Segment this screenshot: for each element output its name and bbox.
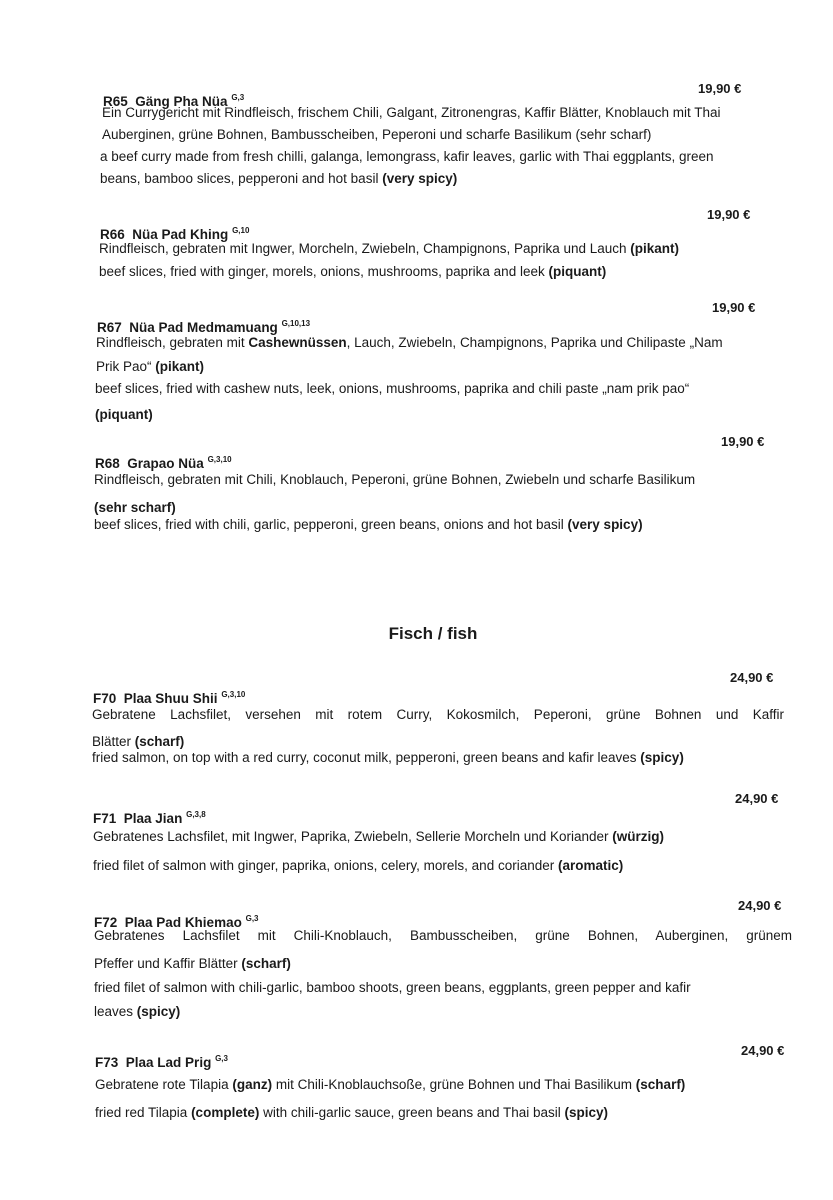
description-text: mit Chili-Knoblauchsoße, grüne Bohnen und Thai Basilikum: [272, 1077, 636, 1092]
description-text: beans, bamboo slices, pepperoni and hot basil: [100, 171, 383, 186]
item-title: [93, 810, 206, 826]
description-text: Gebratenes Lachsfilet, mit Ingwer, Paprika, Zwiebeln, Sellerie Morcheln und Koriander: [93, 829, 613, 844]
description-en: [100, 170, 457, 188]
description-text: beef slices, fried with ginger, morels, onions, mushrooms, paprika and leek: [99, 264, 549, 279]
description-text: Gebratene rote Tilapia: [95, 1077, 233, 1092]
spice-level: (spicy): [564, 1105, 609, 1120]
item-title: [95, 1054, 228, 1070]
description-de: [96, 334, 723, 352]
section-title-fish: Fisch / fish: [388, 624, 478, 643]
spice-level: (scharf): [134, 734, 185, 749]
description-de: Rindfleisch, gebraten mit Chili, Knoblauch, Peperoni, grüne Bohnen, Zwiebeln und scharfe Basilikum: [94, 472, 696, 487]
item-price: 24,90 €: [741, 1043, 785, 1058]
description-text: Blätter: [92, 734, 135, 749]
item-code: F71: [93, 811, 117, 826]
item-price: 24,90 €: [735, 791, 779, 806]
item-price: 19,90 €: [721, 434, 765, 449]
description-de: [94, 955, 291, 973]
item-name: Grapao Nüa: [127, 456, 204, 471]
allergen-codes: G,10: [232, 226, 250, 235]
description-text: fried filet of salmon with ginger, paprika, onions, celery, morels, and coriander: [93, 858, 558, 873]
spice-level: (aromatic): [557, 858, 624, 873]
highlight-ingredient: (ganz): [232, 1077, 273, 1092]
item-title: [97, 319, 310, 335]
spice-level: (sehr scharf): [94, 500, 176, 515]
description-en: [94, 1003, 180, 1021]
description-de: Ein Currygericht mit Rindfleisch, frischem Chili, Galgant, Zitronengras, Kaffir Blätter, Knoblauch mit Thai: [102, 105, 721, 120]
item-code: F72: [94, 915, 118, 930]
item-title: [95, 455, 232, 471]
spice-level: (very spicy): [382, 171, 458, 186]
description-de: Auberginen, grüne Bohnen, Bambusscheiben, Peperoni und scharfe Basilikum (sehr scharf): [102, 127, 652, 142]
allergen-codes: G,3: [245, 914, 259, 923]
item-code: F73: [95, 1055, 119, 1070]
spice-level: (spicy): [136, 1004, 181, 1019]
description-de: Gebratene Lachsfilet, versehen mit rotem Curry, Kokosmilch, Peperoni, grüne Bohnen und Kaffir: [92, 707, 784, 722]
description-en: [94, 516, 643, 534]
description-text: , Lauch, Zwiebeln, Champignons, Paprika und Chilipaste „Nam: [346, 335, 723, 350]
allergen-codes: G,3,8: [186, 810, 206, 819]
item-code: R66: [100, 227, 125, 242]
item-name: Plaa Lad Prig: [125, 1055, 212, 1070]
allergen-codes: G,10,13: [281, 319, 311, 328]
spice-level: (pikant): [630, 241, 680, 256]
highlight-ingredient: Cashewnüssen: [248, 335, 347, 350]
item-name: Plaa Shuu Shii: [123, 691, 218, 706]
spice-level: (würzig): [612, 829, 665, 844]
description-en: a beef curry made from fresh chilli, galanga, lemongrass, kafir leaves, garlic with Thai eggplants, green: [100, 149, 714, 164]
item-price: 19,90 €: [707, 207, 751, 222]
description-de: [93, 828, 664, 846]
spice-level: (spicy): [640, 750, 684, 765]
item-price: 19,90 €: [712, 300, 756, 315]
description-text: Prik Pao“: [96, 359, 156, 374]
item-price: 19,90 €: [698, 81, 742, 96]
description-en: [99, 263, 606, 281]
spice-level: (scharf): [241, 956, 291, 971]
description-de: [96, 358, 204, 376]
description-text: Pfeffer und Kaffir Blätter: [94, 956, 242, 971]
item-name: Gäng Pha Nüa: [135, 94, 228, 109]
description-text: with chili-garlic sauce, green beans and Thai basil: [259, 1105, 565, 1120]
item-name: Nüa Pad Medmamuang: [129, 320, 278, 335]
item-name: Plaa Pad Khiemao: [124, 915, 242, 930]
item-code: R68: [95, 456, 120, 471]
spice-level: (pikant): [155, 359, 205, 374]
description-en: [92, 749, 684, 767]
description-de: [95, 1076, 685, 1094]
item-price: 24,90 €: [738, 898, 782, 913]
allergen-codes: G,3,10: [207, 455, 232, 464]
allergen-codes: G,3,10: [221, 690, 246, 699]
description-de: [94, 499, 176, 517]
description-text: fried red Tilapia: [95, 1105, 192, 1120]
description-text: Rindfleisch, gebraten mit: [96, 335, 249, 350]
item-price: 24,90 €: [730, 670, 774, 685]
description-en: [95, 1104, 608, 1122]
item-code: F70: [93, 691, 117, 706]
item-name: Nüa Pad Khing: [132, 227, 229, 242]
description-text: fried salmon, on top with a red curry, coconut milk, pepperoni, green beans and kafir leaves: [92, 750, 641, 765]
description-en: fried filet of salmon with chili-garlic, bamboo shoots, green beans, eggplants, green pepper and kafir: [94, 980, 691, 995]
spice-level: (piquant): [95, 407, 153, 422]
description-text: leaves: [94, 1004, 137, 1019]
spice-level: (piquant): [548, 264, 607, 279]
description-de: [99, 240, 679, 258]
description-text: Rindfleisch, gebraten mit Ingwer, Morcheln, Zwiebeln, Champignons, Paprika und Lauch: [99, 241, 631, 256]
spice-level: (very spicy): [567, 517, 643, 532]
item-code: R67: [97, 320, 122, 335]
item-title: [93, 690, 245, 706]
description-en: [93, 857, 623, 875]
item-code: R65: [103, 94, 128, 109]
item-name: Plaa Jian: [123, 811, 183, 826]
description-de: Gebratenes Lachsfilet mit Chili-Knoblauch, Bambusscheiben, grüne Bohnen, Auberginen, grünem: [94, 928, 792, 943]
allergen-codes: G,3: [231, 93, 245, 102]
spice-level: (scharf): [635, 1077, 686, 1092]
description-en: beef slices, fried with cashew nuts, leek, onions, mushrooms, paprika and chili paste „nam prik pao“: [95, 381, 690, 396]
description-text: beef slices, fried with chili, garlic, pepperoni, green beans, onions and hot basil: [94, 517, 568, 532]
description-en: [95, 406, 153, 424]
allergen-codes: G,3: [215, 1054, 228, 1063]
highlight-ingredient: (complete): [191, 1105, 260, 1120]
